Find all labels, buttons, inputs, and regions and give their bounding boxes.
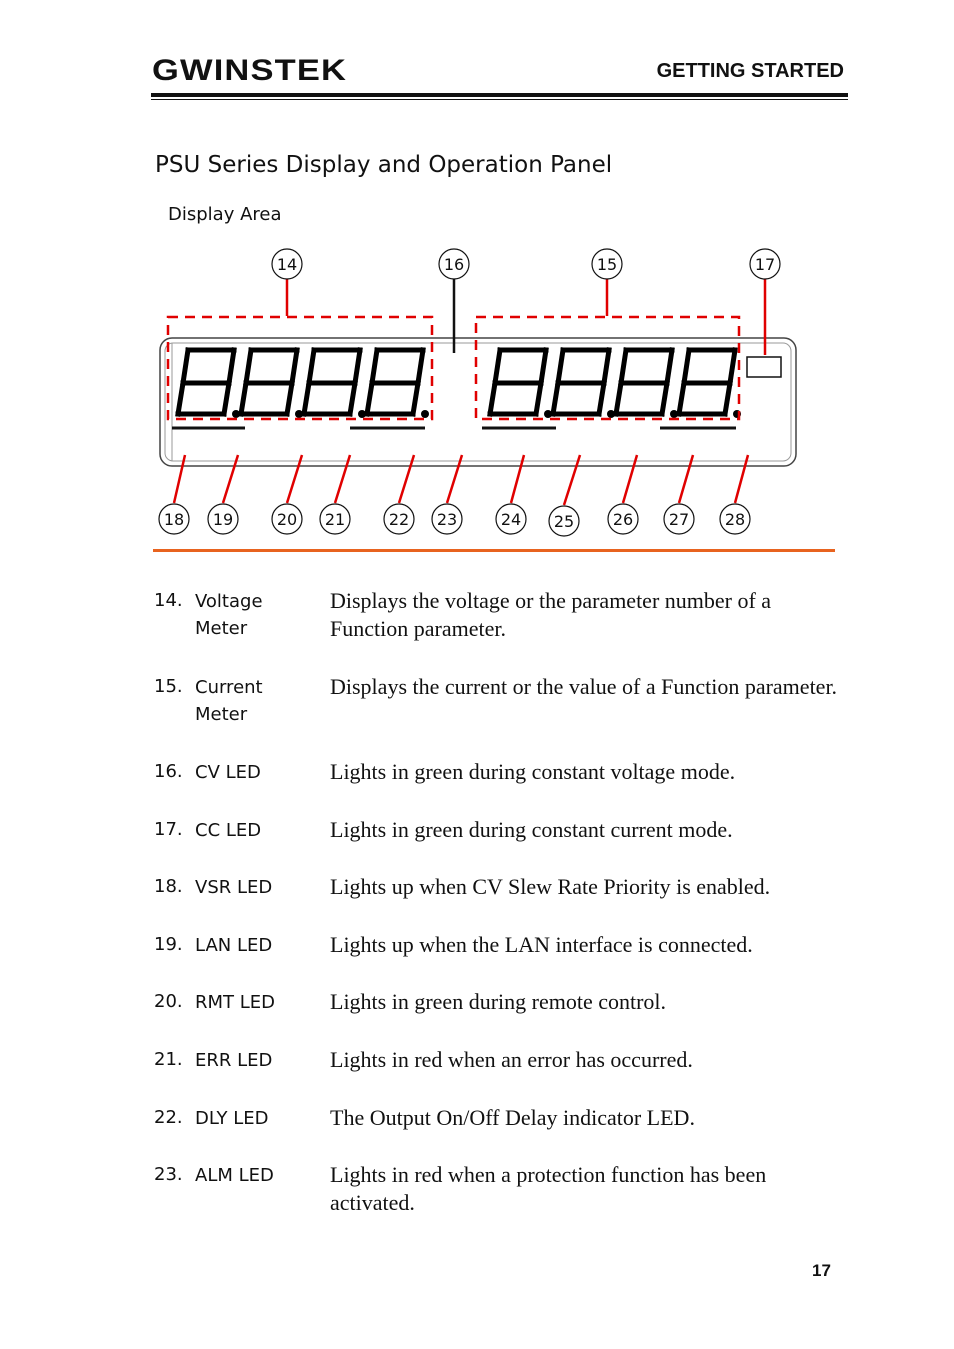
cc-led-box <box>747 357 781 377</box>
seven-segment-digit <box>553 350 615 418</box>
callout-label: 18 <box>163 510 185 529</box>
callout-label: 21 <box>324 510 346 529</box>
diagram-separator <box>153 549 835 552</box>
digit-segment <box>684 350 689 383</box>
digit-segment <box>287 383 292 414</box>
digit-segment <box>246 350 251 383</box>
item-label: RMT LED <box>195 992 276 1013</box>
callout-leader <box>623 455 637 503</box>
callout-leader <box>287 455 302 503</box>
item-label: Current Meter <box>195 677 263 725</box>
digit-segment <box>418 350 423 383</box>
callout-label: 15 <box>596 255 618 274</box>
item-description: Lights in green during constant current mode. <box>330 817 733 842</box>
seven-segment-digits <box>178 350 741 418</box>
digit-segment <box>536 383 541 414</box>
item-number: 17. <box>154 819 183 840</box>
digit-segment <box>367 383 372 414</box>
callout-label: 22 <box>388 510 410 529</box>
item-description: Displays the voltage or the parameter number of a Function parameter. <box>330 588 772 641</box>
panel-outline <box>160 338 796 466</box>
digit-segment <box>621 350 626 383</box>
item-label: CV LED <box>195 762 261 783</box>
item-number: 16. <box>154 761 183 782</box>
decimal-point <box>421 410 429 418</box>
digit-segment <box>599 383 604 414</box>
brand-logo: GWINSTEK <box>152 54 348 87</box>
digit-segment <box>304 383 309 414</box>
display-area-subheading: Display Area <box>168 204 282 225</box>
page-number: 17 <box>812 1261 831 1280</box>
digit-segment <box>178 383 183 414</box>
item-number: 18. <box>154 876 183 897</box>
digit-segment <box>662 383 667 414</box>
item-label: VSR LED <box>195 877 273 898</box>
seven-segment-digit <box>679 350 741 418</box>
callout-label: 27 <box>668 510 690 529</box>
digit-segment <box>730 350 735 383</box>
digit-segment <box>229 350 234 383</box>
digit-segment <box>490 383 495 414</box>
item-number: 20. <box>154 991 183 1012</box>
seven-segment-digit <box>616 350 678 418</box>
digit-segment <box>604 350 609 383</box>
digit-segment <box>224 383 229 414</box>
digit-segment <box>616 383 621 414</box>
callout-label: 25 <box>553 512 575 531</box>
item-description: Lights up when the LAN interface is connected. <box>330 932 753 957</box>
item-number: 14. <box>154 590 183 611</box>
digit-segment <box>413 383 418 414</box>
callout-label: 16 <box>443 255 465 274</box>
item-label: CC LED <box>195 820 262 841</box>
seven-segment-digit <box>178 350 240 418</box>
item-label: Voltage Meter <box>195 591 263 639</box>
callout-label: 28 <box>724 510 746 529</box>
callout-leader <box>679 455 693 503</box>
item-number: 19. <box>154 934 183 955</box>
callout-leader <box>511 455 524 503</box>
callout-label: 17 <box>754 255 776 274</box>
item-number: 23. <box>154 1164 183 1185</box>
item-description: Displays the current or the value of a Function parameter. <box>330 674 838 699</box>
item-number: 21. <box>154 1049 183 1070</box>
callout-label: 24 <box>500 510 522 529</box>
callout-annotations <box>159 249 780 536</box>
callout-leader <box>223 455 238 503</box>
seven-segment-digit <box>367 350 429 418</box>
callout-leader <box>564 455 580 505</box>
item-label: ALM LED <box>195 1165 274 1186</box>
callout-label: 14 <box>276 255 298 274</box>
voltage-meter-highlight <box>168 317 432 419</box>
callout-leader <box>735 455 748 503</box>
digit-segment <box>541 350 546 383</box>
seven-segment-digit <box>490 350 552 418</box>
callout-label: 19 <box>212 510 234 529</box>
item-label: LAN LED <box>195 935 273 956</box>
item-description: Lights up when CV Slew Rate Priority is enabled. <box>330 874 771 899</box>
digit-segment <box>292 350 297 383</box>
callout-label: 20 <box>276 510 298 529</box>
page-heading: PSU Series Display and Operation Panel <box>155 152 613 178</box>
digit-segment <box>553 383 558 414</box>
callout-label: 23 <box>436 510 458 529</box>
digit-segment <box>183 350 188 383</box>
display-panel <box>160 338 796 466</box>
callout-label: 26 <box>612 510 634 529</box>
callout-leader <box>399 455 414 503</box>
item-label: DLY LED <box>195 1108 269 1129</box>
callout-leader <box>174 455 185 503</box>
seven-segment-digit <box>241 350 303 418</box>
item-number: 15. <box>154 676 183 697</box>
display-area-diagram <box>0 0 954 560</box>
panel-inner-outline <box>165 343 791 461</box>
item-number: 22. <box>154 1107 183 1128</box>
digit-segment <box>350 383 355 414</box>
digit-segment <box>495 350 500 383</box>
digit-segment <box>372 350 377 383</box>
digit-segment <box>309 350 314 383</box>
callout-leader <box>335 455 350 503</box>
digit-segment <box>558 350 563 383</box>
seven-segment-digit <box>304 350 366 418</box>
digit-segment <box>725 383 730 414</box>
digit-segment <box>241 383 246 414</box>
item-description: Lights in red when an error has occurred. <box>330 1047 693 1072</box>
section-title: GETTING STARTED <box>656 60 844 82</box>
item-description: Lights in green during remote control. <box>330 989 667 1014</box>
item-label: ERR LED <box>195 1050 273 1071</box>
digit-segment <box>667 350 672 383</box>
item-description: Lights in red when a protection function has been activated. <box>330 1162 767 1215</box>
item-description: The Output On/Off Delay indicator LED. <box>330 1105 695 1130</box>
digit-segment <box>679 383 684 414</box>
callout-leader <box>447 455 462 503</box>
digit-segment <box>355 350 360 383</box>
item-description: Lights in green during constant voltage mode. <box>330 759 736 784</box>
